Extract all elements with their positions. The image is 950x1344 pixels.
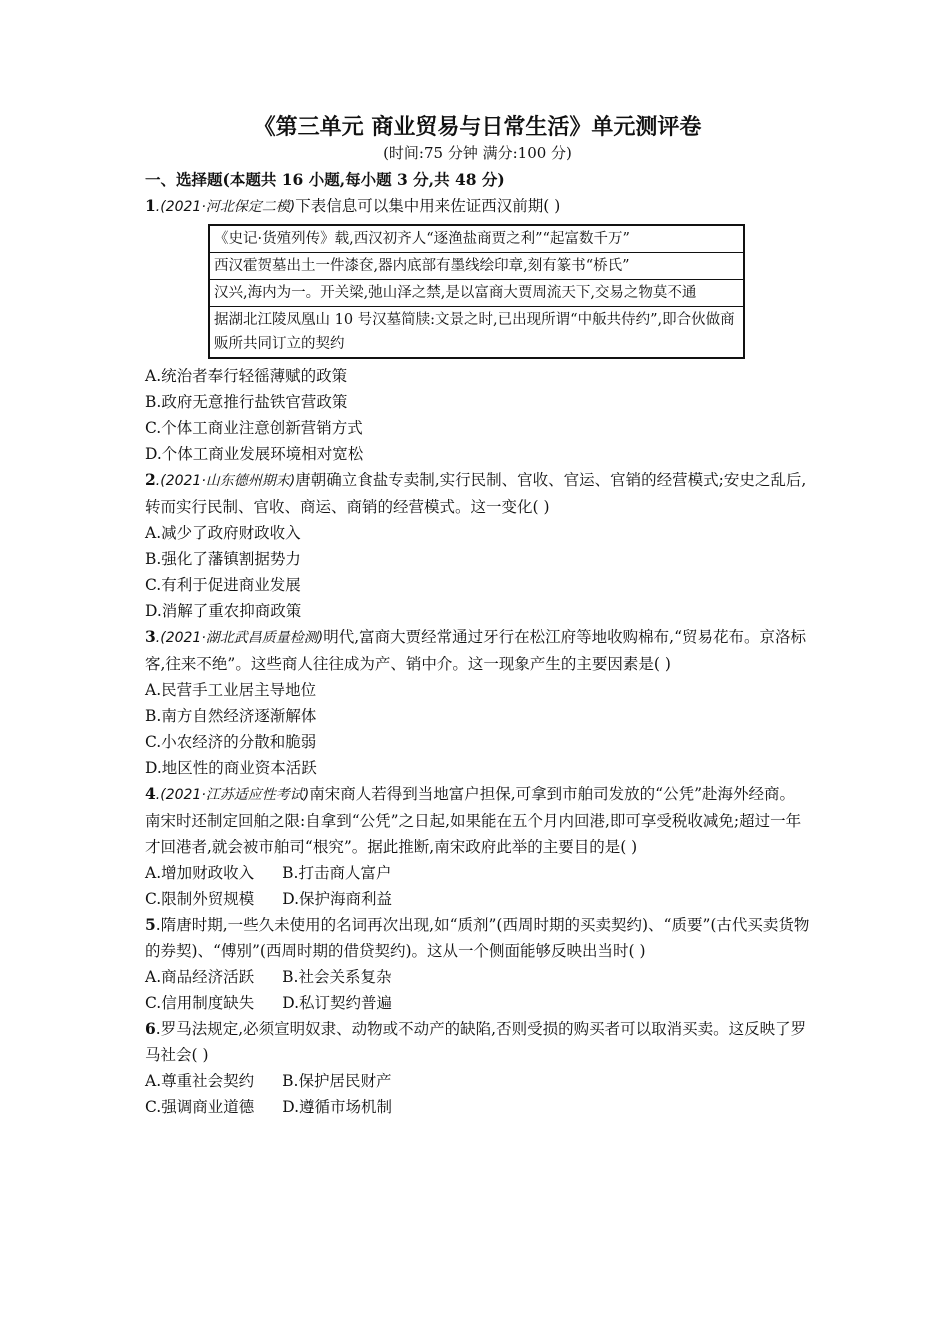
question-number: 4 <box>145 784 156 803</box>
option-a: A.增加财政收入 <box>145 864 255 882</box>
question-stem <box>145 781 810 860</box>
question-number: 5 <box>145 915 156 934</box>
question-6 <box>145 1016 810 1120</box>
question-number: 2 <box>145 470 156 489</box>
option-c: C.个体工商业注意创新营销方式 <box>145 419 363 437</box>
option-a: A.民营手工业居主导地位 <box>145 681 317 699</box>
option-d: D.遵循市场机制 <box>282 1098 393 1116</box>
option-row <box>145 964 810 990</box>
table-row: 西汉霍贺墓出土一件漆奁,器内底部有墨线绘印章,刻有篆书“桥氏” <box>210 253 743 280</box>
option-b: B.打击商人富户 <box>282 864 392 882</box>
question-number: 6 <box>145 1019 156 1038</box>
option-c: C.强调商业道德 <box>145 1098 255 1116</box>
question-stem <box>145 912 810 964</box>
option-a: A.商品经济活跃 <box>145 968 255 986</box>
option-c: C.限制外贸规模 <box>145 890 255 908</box>
option-b: B.社会关系复杂 <box>282 968 392 986</box>
question-3 <box>145 624 810 781</box>
question-stem <box>145 624 810 677</box>
option-row <box>145 990 810 1016</box>
option-row <box>145 1068 810 1094</box>
question-source: .(2021·湖北武昌质量检测) <box>155 630 324 646</box>
option-b: B.南方自然经济逐渐解体 <box>145 707 317 725</box>
option-c: C.信用制度缺失 <box>145 994 255 1012</box>
option-a: A.尊重社会契约 <box>145 1072 255 1090</box>
option-c: C.有利于促进商业发展 <box>145 576 301 594</box>
question-text: 唐朝确立食盐专卖制,实行民制、官收、官运、官销的经营模式;安史之乱后,转而实行民制、官收、商运、商销的经营模式。这一变化( ) <box>145 471 807 516</box>
question-source: .(2021·河北保定二模) <box>155 199 296 215</box>
option-a: A.统治者奉行轻徭薄赋的政策 <box>145 367 348 385</box>
question-text: 下表信息可以集中用来佐证西汉前期( ) <box>295 197 561 215</box>
exam-page <box>145 112 810 1120</box>
question-text: 南宋商人若得到当地富户担保,可拿到市舶司发放的“公凭”赴海外经商。南宋时还制定回舶之限:自拿到“公凭”之日起,如果能在五个月内回港,即可享受税收减免;超过一年才回港者,就会被市舶司“根究”。据此推断,南宋政府此举的主要目的是( ) <box>145 785 802 856</box>
question-source: .(2021·江苏适应性考试) <box>155 787 310 803</box>
question-number: 3 <box>145 627 156 646</box>
question-stem <box>145 193 810 220</box>
option-b: B.政府无意推行盐铁官营政策 <box>145 393 348 411</box>
page-subtitle: (时间:75 分钟 满分:100 分) <box>383 144 572 162</box>
option-d: D.地区性的商业资本活跃 <box>145 759 317 777</box>
option-c: C.小农经济的分散和脆弱 <box>145 733 317 751</box>
question-1 <box>145 193 810 467</box>
option-d: D.消解了重农抑商政策 <box>145 602 302 620</box>
question-stem <box>145 467 810 520</box>
evidence-table <box>208 224 745 359</box>
section-heading: 一、选择题(本题共 16 小题,每小题 3 分,共 48 分) <box>145 170 505 189</box>
option-row <box>145 1094 810 1120</box>
option-a: A.减少了政府财政收入 <box>145 524 301 542</box>
question-text: .隋唐时期,一些久未使用的名词再次出现,如“质剂”(西周时期的买卖契约)、“质要”(古代买卖货物的券契)、“傅别”(西周时期的借贷契约)。这从一个侧面能够反映出当时( ) <box>145 916 810 960</box>
table-row: 汉兴,海内为一。开关梁,弛山泽之禁,是以富商大贾周流天下,交易之物莫不通 <box>210 280 743 307</box>
question-5 <box>145 912 810 1016</box>
option-d: D.私订契约普遍 <box>282 994 393 1012</box>
question-4 <box>145 781 810 912</box>
question-number: 1 <box>145 196 156 215</box>
question-text: 明代,富商大贾经常通过牙行在松江府等地收购棉布,“贸易花布。京洛标客,往来不绝”。这些商人往往成为产、销中介。这一现象产生的主要因素是( ) <box>145 628 807 673</box>
option-b: B.强化了藩镇割据势力 <box>145 550 301 568</box>
table-row: 据湖北江陵凤凰山 10 号汉墓简牍:文景之时,已出现所谓“中舨共侍约”,即合伙做商贩所共同订立的契约 <box>214 312 735 352</box>
question-2 <box>145 467 810 624</box>
table-row: 《史记·货殖列传》载,西汉初齐人“逐渔盐商贾之利”“起富数千万” <box>210 226 743 253</box>
option-row <box>145 886 810 912</box>
option-d: D.个体工商业发展环境相对宽松 <box>145 445 364 463</box>
option-d: D.保护海商利益 <box>282 890 393 908</box>
option-b: B.保护居民财产 <box>282 1072 392 1090</box>
question-text: .罗马法规定,必须宣明奴隶、动物或不动产的缺陷,否则受损的购买者可以取消买卖。这反映了罗马社会( ) <box>145 1020 807 1064</box>
question-stem <box>145 1016 810 1068</box>
option-row <box>145 860 810 886</box>
question-source: .(2021·山东德州期末) <box>155 473 296 489</box>
page-title: 《第三单元 商业贸易与日常生活》单元测评卷 <box>253 114 702 140</box>
